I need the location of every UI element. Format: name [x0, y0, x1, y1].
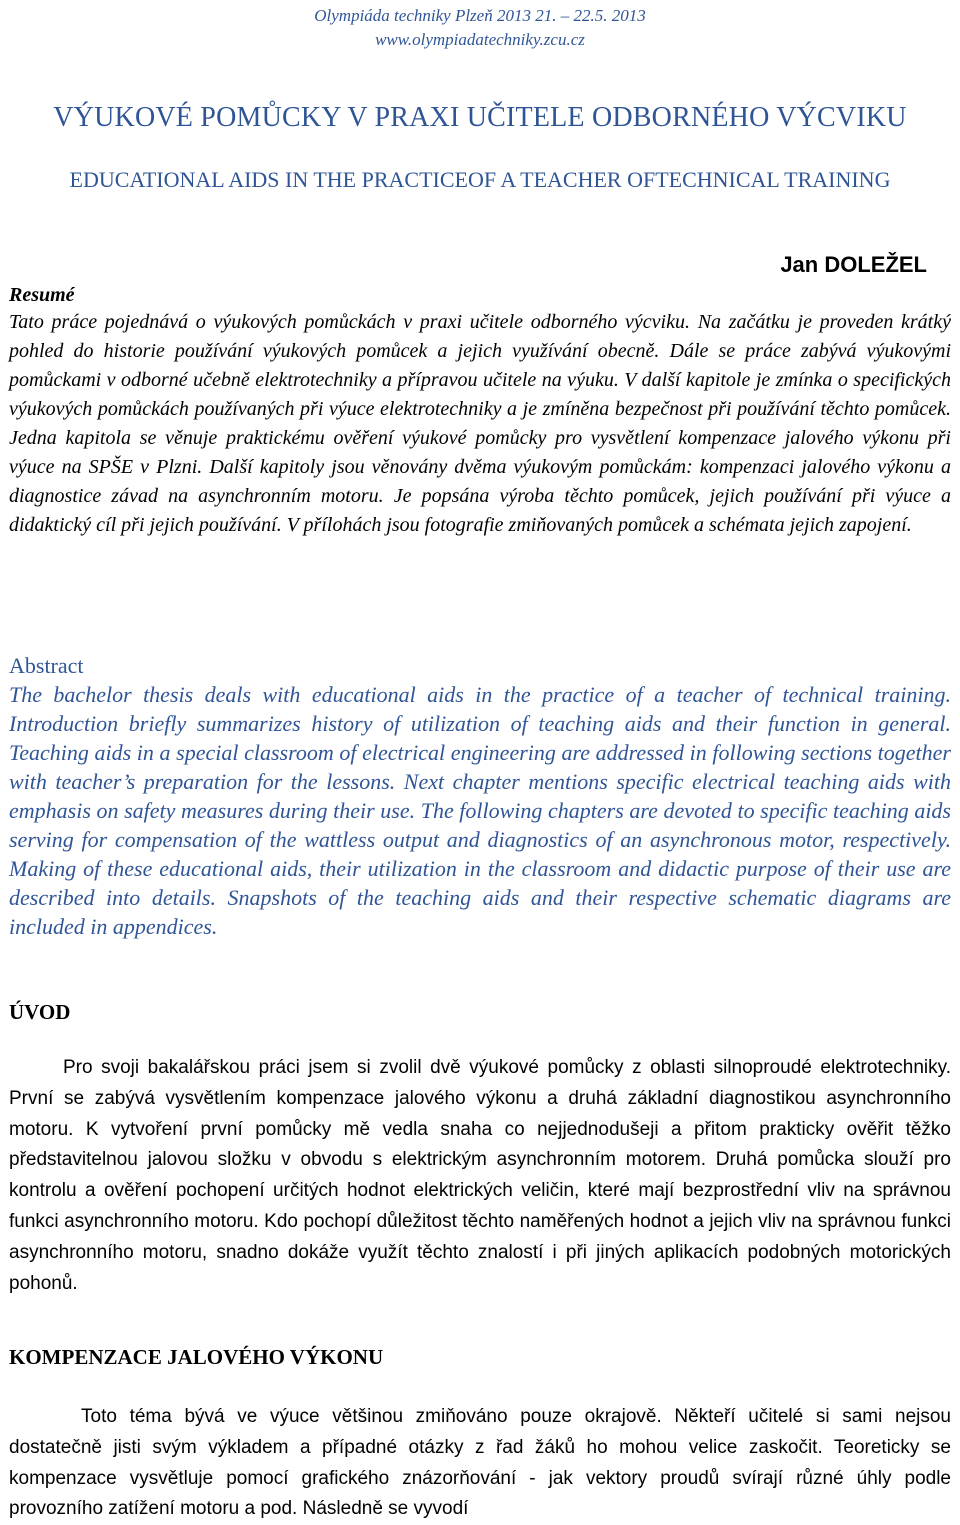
- kompenzace-text: Toto téma bývá ve výuce většinou zmiňováno pouze okrajově. Někteří učitelé si sami nejsou dostatečně jisti svým výkladem a případné otázky z řad žáků ho mohou velice zaskočit. Teoreticky se kompenzace vysvětluje pomocí grafického znázorňování - jak vektory proudů svírají různé úhly podle provozního zatížení motoru a pod. Následně se vyvodí: [9, 1406, 951, 1520]
- kompenzace-heading: KOMPENZACE JALOVÉHO VÝKONU: [9, 1345, 384, 1369]
- author-name: Jan DOLEŽEL: [780, 252, 927, 277]
- page-header: [0, 4, 960, 52]
- title-czech: VÝUKOVÉ POMŮCKY V PRAXI UČITELE ODBORNÉHO VÝCVIKU: [53, 102, 907, 133]
- uvod-text: Pro svoji bakalářskou práci jsem si zvolil dvě výukové pomůcky z oblasti silnoproudé elektrotechniky. První se zabývá vysvětlením kompenzace jalového výkonu a druhá základní diagnostikou asynchronního motoru. K vytvoření první pomůcky mě vedla snaha co nejjednodušeji a přitom prakticky ověřit těžko představitelnou jalovou složku v obvodu s elektrickým asynchronním motorem. Druhá pomůcka slouží pro kontrolu a ověření pochopení určitých hodnot elektrických veličin, které mají bezprostřední vliv na správnou funkci asynchronního motoru. Kdo pochopí důležitost těchto naměřených hodnot a jejich vliv na správnou funkci asynchronního motoru, snadno dokáže využít těchto znalostí i při jiných aplikacích podobných motorických pohonů.: [9, 1057, 951, 1294]
- abstract-heading: Abstract: [9, 653, 84, 678]
- resume-section: [9, 282, 951, 540]
- uvod-heading: ÚVOD: [9, 1000, 71, 1024]
- conference-url: www.olympiadatechniky.zcu.cz: [375, 30, 585, 49]
- title-english: EDUCATIONAL AIDS IN THE PRACTICEOF A TEACHER OFTECHNICAL TRAINING: [69, 167, 891, 192]
- uvod-paragraph: [9, 1053, 951, 1299]
- kompenzace-paragraph: [9, 1402, 951, 1525]
- conference-line: Olympiáda techniky Plzeň 2013 21. – 22.5. 2013: [314, 6, 646, 25]
- resume-heading: Resumé: [9, 284, 75, 306]
- abstract-section: [9, 652, 951, 941]
- abstract-text: The bachelor thesis deals with educational aids in the practice of a teacher of technical training. Introduction briefly summarizes history of utilization of teaching aids and their function in general. Teaching aids in a special classroom of electrical engineering are addressed in following sections together with teacher’s preparation for the lessons. Next chapter mentions specific electrical teaching aids with emphasis on safety measures during their use. The following chapters are devoted to specific teaching aids serving for compensation of the wattless output and diagnostics of an asynchronous motor, respectively. Making of these educational aids, their utilization in the classroom and didactic purpose of their use are described into details. Snapshots of the teaching aids and their respective schematic diagrams are included in appendices.: [9, 682, 951, 939]
- resume-text: Tato práce pojednává o výukových pomůckách v praxi učitele odborného výcviku. Na začátku je proveden krátký pohled do historie používání výukových pomůcek a jejich využívání obecně. Dále se práce zabývá výukovými pomůckami v odborné učebně elektrotechniky a přípravou učitele na výuku. V další kapitole je zmínka o specifických výukových pomůckách používaných při výuce elektrotechniky a je zmíněna bezpečnost při používání těchto pomůcek. Jedna kapitola se věnuje praktickému ověření výukové pomůcky pro vysvětlení kompenzace jalového výkonu při výuce na SPŠE v Plzni. Další kapitoly jsou věnovány dvěma výukovým pomůckám: kompenzaci jalového výkonu a diagnostice závad na asynchronním motoru. Je popsána výroba těchto pomůcek, jejich používání při výuce a didaktický cíl při jejich používání. V přílohách jsou fotografie zmiňovaných pomůcek a schémata jejich zapojení.: [9, 311, 951, 536]
